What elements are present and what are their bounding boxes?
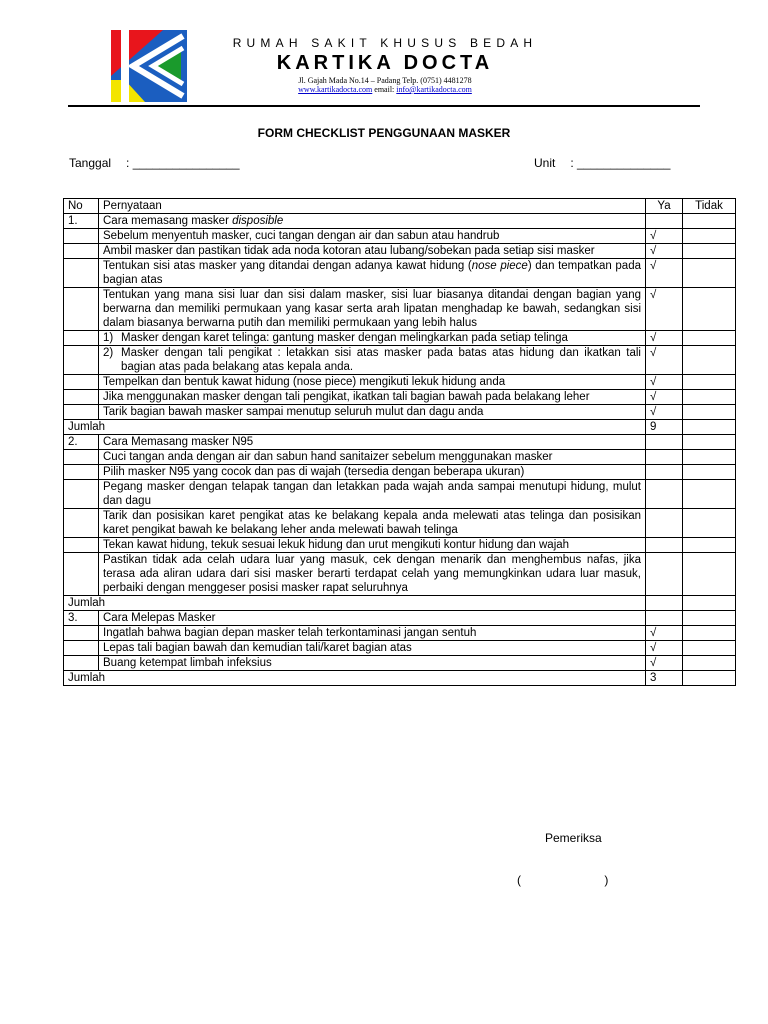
statement-text: Masker dengan tali pengikat : letakkan sisi atas masker pada batas atas hidung dan ikatkan tali bagian atas pada belakang atas kepala anda. <box>121 347 641 373</box>
row-number <box>64 538 99 553</box>
yes-cell[interactable]: √ <box>646 656 683 671</box>
no-cell[interactable] <box>683 641 736 656</box>
yes-cell[interactable]: √ <box>646 346 683 375</box>
yes-cell[interactable] <box>646 538 683 553</box>
table-row <box>64 405 736 420</box>
header-statement: Pernyataan <box>99 199 646 214</box>
no-cell[interactable] <box>683 596 736 611</box>
statement-cell <box>99 465 646 480</box>
table-row <box>64 229 736 244</box>
table-row <box>64 626 736 641</box>
table-row <box>64 509 736 538</box>
statement-cell <box>99 346 646 375</box>
statement-text: Tempelkan dan bentuk kawat hidung (nose piece) mengikuti lekuk hidung anda <box>103 376 506 388</box>
statement-text: Pilih masker N95 yang cocok dan pas di wajah (tersedia dengan beberapa ukuran) <box>103 466 525 478</box>
header-yes: Ya <box>646 199 683 214</box>
checklist-body <box>64 214 736 686</box>
statement-cell <box>99 626 646 641</box>
statement-text: Cara Melepas Masker <box>103 612 216 624</box>
statement-text: Pegang masker dengan telapak tangan dan letakkan pada wajah anda sampai menutupi hidung, mulut dan dagu <box>103 481 641 507</box>
table-row <box>64 450 736 465</box>
row-number <box>64 656 99 671</box>
no-cell[interactable] <box>683 656 736 671</box>
no-cell[interactable] <box>683 244 736 259</box>
yes-cell[interactable] <box>646 450 683 465</box>
statement-cell <box>99 244 646 259</box>
yes-cell[interactable]: √ <box>646 244 683 259</box>
letterhead-divider <box>68 105 700 107</box>
no-cell[interactable] <box>683 259 736 288</box>
statement-text: Jika menggunakan masker dengan tali pengikat, ikatkan tali bagian bawah pada belakang leher <box>103 391 590 403</box>
total-label: Jumlah <box>64 420 646 435</box>
yes-cell[interactable] <box>646 465 683 480</box>
statement-text: Ingatlah bahwa bagian depan masker telah terkontaminasi jangan sentuh <box>103 627 477 639</box>
row-number: 2. <box>64 435 99 450</box>
yes-cell[interactable] <box>646 480 683 509</box>
table-row <box>64 641 736 656</box>
statement-text: Tentukan yang mana sisi luar dan sisi dalam masker, sisi luar biasanya ditandai dengan bagian yang berwarna dan memiliki permukaan yang kasar serta arah lipatan menghadap ke bawah, sedangkan sisi dalam biasanya berwarna putih dan memiliki permukaan yang lebih halus <box>103 289 641 329</box>
no-cell[interactable] <box>683 626 736 641</box>
row-number: 1. <box>64 214 99 229</box>
yes-cell[interactable]: √ <box>646 626 683 641</box>
statement-italic: nose piece <box>471 260 528 272</box>
statement-text: Lepas tali bagian bawah dan kemudian tali/karet bagian atas <box>103 642 412 654</box>
row-number <box>64 553 99 596</box>
yes-cell[interactable] <box>646 509 683 538</box>
yes-cell[interactable]: √ <box>646 259 683 288</box>
row-number <box>64 641 99 656</box>
email-label: email: <box>372 85 397 94</box>
yes-cell[interactable]: √ <box>646 641 683 656</box>
header-no-col: Tidak <box>683 199 736 214</box>
statement-cell <box>99 538 646 553</box>
statement-cell <box>99 641 646 656</box>
no-cell[interactable] <box>683 509 736 538</box>
yes-cell[interactable]: 9 <box>646 420 683 435</box>
email-link[interactable]: info@kartikadocta.com <box>396 85 472 94</box>
yes-cell[interactable]: √ <box>646 288 683 331</box>
statement-text: Tentukan sisi atas masker yang ditandai dengan adanya kawat hidung ( <box>103 260 472 272</box>
table-row <box>64 346 736 375</box>
unit-label: Unit <box>534 156 556 170</box>
row-number <box>64 244 99 259</box>
sub-item-number: 1) <box>103 332 114 344</box>
table-row <box>64 259 736 288</box>
row-number <box>64 626 99 641</box>
no-cell[interactable] <box>683 288 736 331</box>
yes-cell[interactable]: √ <box>646 390 683 405</box>
statement-cell <box>99 405 646 420</box>
table-row <box>64 331 736 346</box>
no-cell[interactable] <box>683 553 736 596</box>
no-cell[interactable] <box>683 538 736 553</box>
statement-text: Cara Memasang masker N95 <box>103 436 254 448</box>
no-cell[interactable] <box>683 390 736 405</box>
table-row <box>64 435 736 450</box>
checklist-table <box>63 198 736 686</box>
row-number <box>64 288 99 331</box>
statement-italic: disposible <box>232 215 284 227</box>
examiner-name-line: ( ) <box>517 873 609 887</box>
examiner-label: Pemeriksa <box>545 831 602 845</box>
row-number <box>64 390 99 405</box>
hospital-contact <box>200 85 570 94</box>
hospital-address: Jl. Gajah Mada No.14 – Padang Telp. (0751) 4481278 <box>298 76 472 85</box>
hospital-type: RUMAH SAKIT KHUSUS BEDAH <box>232 36 538 50</box>
statement-text: Ambil masker dan pastikan tidak ada noda kotoran atau lubang/sobekan pada setiap sisi masker <box>103 245 595 257</box>
yes-cell[interactable] <box>646 553 683 596</box>
table-row <box>64 553 736 596</box>
statement-cell <box>99 331 646 346</box>
statement-cell <box>99 656 646 671</box>
statement-text: Tarik dan posisikan karet pengikat atas ke belakang kepala anda melewati atas telinga dan posisikan karet pengikat bawah ke belakang leher anda melewati bawah telinga <box>103 510 641 536</box>
logo-white-bar <box>121 30 129 102</box>
tanggal-label: Tanggal <box>69 156 112 170</box>
table-row <box>64 465 736 480</box>
sub-item-number: 2) <box>103 347 114 359</box>
statement-text: Tarik bagian bawah masker sampai menutup seluruh mulut dan dagu anda <box>103 406 484 418</box>
table-row <box>64 656 736 671</box>
row-number <box>64 405 99 420</box>
statement-cell <box>99 509 646 538</box>
yes-cell[interactable] <box>646 214 683 229</box>
yes-cell[interactable] <box>646 596 683 611</box>
unit-field <box>534 156 670 170</box>
statement-cell <box>99 288 646 331</box>
hospital-name: KARTIKA DOCTA <box>276 52 494 74</box>
no-cell[interactable] <box>683 420 736 435</box>
table-row <box>64 244 736 259</box>
row-number <box>64 509 99 538</box>
statement-cell <box>99 375 646 390</box>
no-cell[interactable] <box>683 346 736 375</box>
hospital-logo <box>111 30 187 102</box>
table-row <box>64 288 736 331</box>
total-row <box>64 420 736 435</box>
statement-text-after: ) dan tempatkan pada bagian atas <box>103 260 641 286</box>
table-row <box>64 480 736 509</box>
statement-text: Buang ketempat limbah infeksius <box>103 657 272 669</box>
table-row <box>64 390 736 405</box>
yes-cell[interactable] <box>646 435 683 450</box>
row-number <box>64 450 99 465</box>
statement-text: Sebelum menyentuh masker, cuci tangan dengan air dan sabun atau handrub <box>103 230 500 242</box>
tanggal-value: : ________________ <box>126 156 240 170</box>
header-no: No <box>64 199 99 214</box>
statement-cell <box>99 214 646 229</box>
no-cell[interactable] <box>683 611 736 626</box>
row-number <box>64 331 99 346</box>
form-title: FORM CHECKLIST PENGGUNAAN MASKER <box>257 126 511 140</box>
row-number: 3. <box>64 611 99 626</box>
unit-value: : ______________ <box>570 156 671 170</box>
row-number <box>64 480 99 509</box>
no-cell[interactable] <box>683 465 736 480</box>
statement-cell <box>99 435 646 450</box>
website-link[interactable]: www.kartikadocta.com <box>298 85 373 94</box>
no-cell[interactable] <box>683 375 736 390</box>
yes-cell[interactable] <box>646 611 683 626</box>
statement-text: Cara memasang masker <box>103 215 233 227</box>
total-row <box>64 671 736 686</box>
row-number <box>64 375 99 390</box>
total-label: Jumlah <box>64 596 646 611</box>
table-row <box>64 538 736 553</box>
statement-cell <box>99 553 646 596</box>
table-header-row <box>64 199 736 214</box>
statement-cell <box>99 259 646 288</box>
statement-cell <box>99 611 646 626</box>
statement-text: Masker dengan karet telinga: gantung masker dengan melingkarkan pada setiap telinga <box>121 332 568 344</box>
yes-cell[interactable]: √ <box>646 375 683 390</box>
no-cell[interactable] <box>683 229 736 244</box>
statement-cell <box>99 390 646 405</box>
no-cell[interactable] <box>683 450 736 465</box>
no-cell[interactable] <box>683 405 736 420</box>
total-label: Jumlah <box>64 671 646 686</box>
yes-cell[interactable]: √ <box>646 405 683 420</box>
table-row <box>64 375 736 390</box>
table-row <box>64 214 736 229</box>
row-number <box>64 346 99 375</box>
tanggal-field <box>69 156 240 170</box>
no-cell[interactable] <box>683 214 736 229</box>
row-number <box>64 465 99 480</box>
statement-cell <box>99 450 646 465</box>
row-number <box>64 229 99 244</box>
table-row <box>64 611 736 626</box>
statement-cell <box>99 229 646 244</box>
statement-text: Pastikan tidak ada celah udara luar yang masuk, cek dengan menarik dan menghembus nafas, jika terasa ada aliran udara dari sisi masker berarti terdapat celah yang memungkinkan udara luar masuk, perbaiki dengan menggeser posisi masker rapat seluruhnya <box>103 554 641 594</box>
no-cell[interactable] <box>683 671 736 686</box>
yes-cell[interactable]: √ <box>646 331 683 346</box>
row-number <box>64 259 99 288</box>
total-row <box>64 596 736 611</box>
no-cell[interactable] <box>683 480 736 509</box>
no-cell[interactable] <box>683 435 736 450</box>
yes-cell[interactable]: 3 <box>646 671 683 686</box>
yes-cell[interactable]: √ <box>646 229 683 244</box>
statement-text: Cuci tangan anda dengan air dan sabun hand sanitaizer sebelum menggunakan masker <box>103 451 553 463</box>
statement-cell <box>99 480 646 509</box>
statement-text: Tekan kawat hidung, tekuk sesuai lekuk hidung dan urut mengikuti kontur hidung dan wajah <box>103 539 570 551</box>
letterhead <box>200 36 570 94</box>
no-cell[interactable] <box>683 331 736 346</box>
